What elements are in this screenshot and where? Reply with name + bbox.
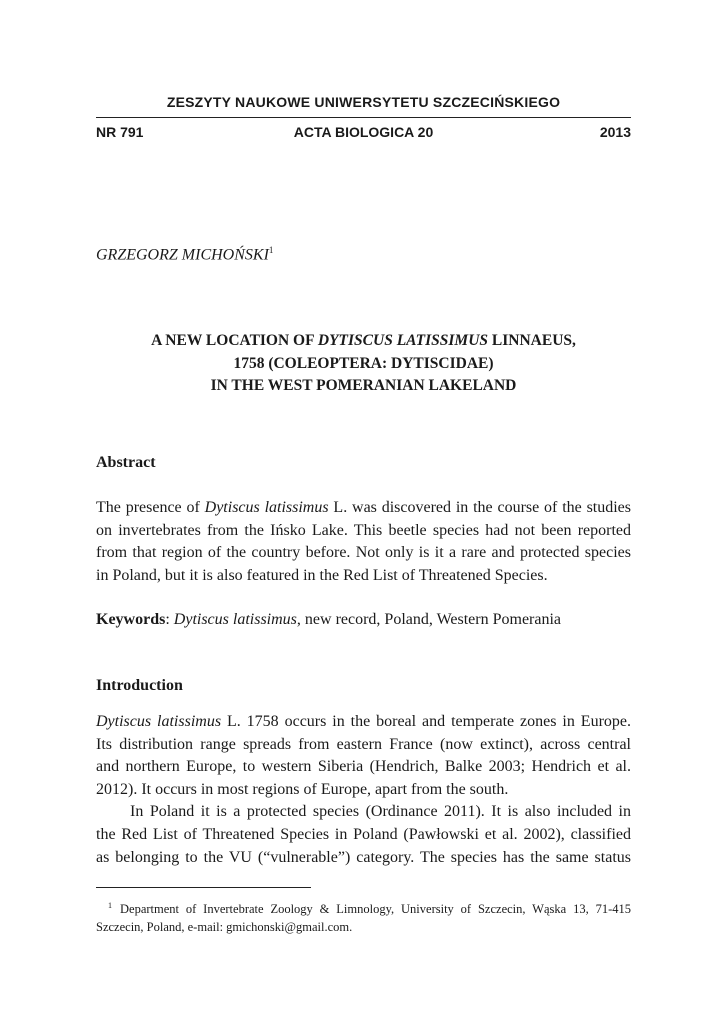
title-line-1: A NEW LOCATION OF DYTISCUS LATISSIMUS LINNAEUS,: [151, 332, 576, 349]
abstract-line: The presence of Dytiscus latissimus L. was discovered in the course of the studies: [96, 499, 632, 516]
footnote-mark: 1: [108, 901, 112, 910]
footnote: [96, 897, 631, 936]
intro-line: and northern Europe, to western Siberia (Hendrich, Balke 2003; Hendrich et al.: [96, 758, 631, 776]
intro-line: as belonging to the VU (“vulnerable”) category. The species has the same status: [96, 848, 631, 866]
header-rule: [96, 117, 631, 118]
abstract-text: [96, 497, 631, 587]
article-title: [96, 330, 631, 398]
intro-line: In Poland it is a protected species (Ordinance 2011). It is also included in: [130, 803, 631, 821]
footnote-rule: [96, 887, 311, 888]
issue-year: 2013: [599, 124, 631, 140]
author-name: GRZEGORZ MICHOŃSKI: [96, 246, 269, 264]
introduction-heading: Introduction: [96, 677, 183, 694]
author-footnote-mark: 1: [268, 245, 274, 255]
intro-line: the Red List of Threatened Species in Poland (Pawłowski et al. 2002), classified: [96, 825, 631, 843]
keywords: Keywords: Dytiscus latissimus, new record, Poland, Western Pomerania: [96, 611, 562, 628]
issue-number: NR 791: [96, 124, 144, 140]
intro-line: Its distribution range spreads from eastern France (now extinct), across central: [96, 735, 631, 753]
abstract-line: on invertebrates from the Ińsko Lake. This beetle species had not been reported: [96, 521, 631, 539]
footnote-line: Szczecin, Poland, e-mail: gmichonski@gmail.com.: [96, 919, 353, 934]
abstract-line: from that region of the country before. Not only is it a rare and protected species: [96, 544, 631, 562]
intro-line: Dytiscus latissimus L. 1758 occurs in the boreal and temperate zones in Europe.: [96, 713, 631, 730]
introduction-text: [96, 711, 631, 869]
abstract-line: in Poland, but it is also featured in the Red List of Threatened Species.: [96, 566, 548, 584]
author: [96, 245, 273, 264]
journal-title: ZESZYTY NAUKOWE UNIWERSYTETU SZCZECIŃSKIEGO: [166, 94, 561, 110]
abstract-heading: Abstract: [96, 454, 156, 471]
title-line-3: IN THE WEST POMERANIAN LAKELAND: [210, 377, 517, 394]
keywords-label: Keywords: [96, 611, 166, 628]
intro-line: 2012). It occurs in most regions of Europe, apart from the south.: [96, 780, 509, 798]
title-species: DYTISCUS LATISSIMUS: [317, 332, 489, 349]
footnote-line: $^1$ Department of Invertebrate Zoology & Limnology, University of Szczecin, Wąska 13, 71-415: [108, 901, 631, 917]
issue-series: ACTA BIOLOGICA 20: [293, 124, 434, 140]
keywords-species: Dytiscus latissimus: [173, 611, 297, 628]
title-line-2: 1758 (COLEOPTERA: DYTISCIDAE): [233, 354, 494, 372]
